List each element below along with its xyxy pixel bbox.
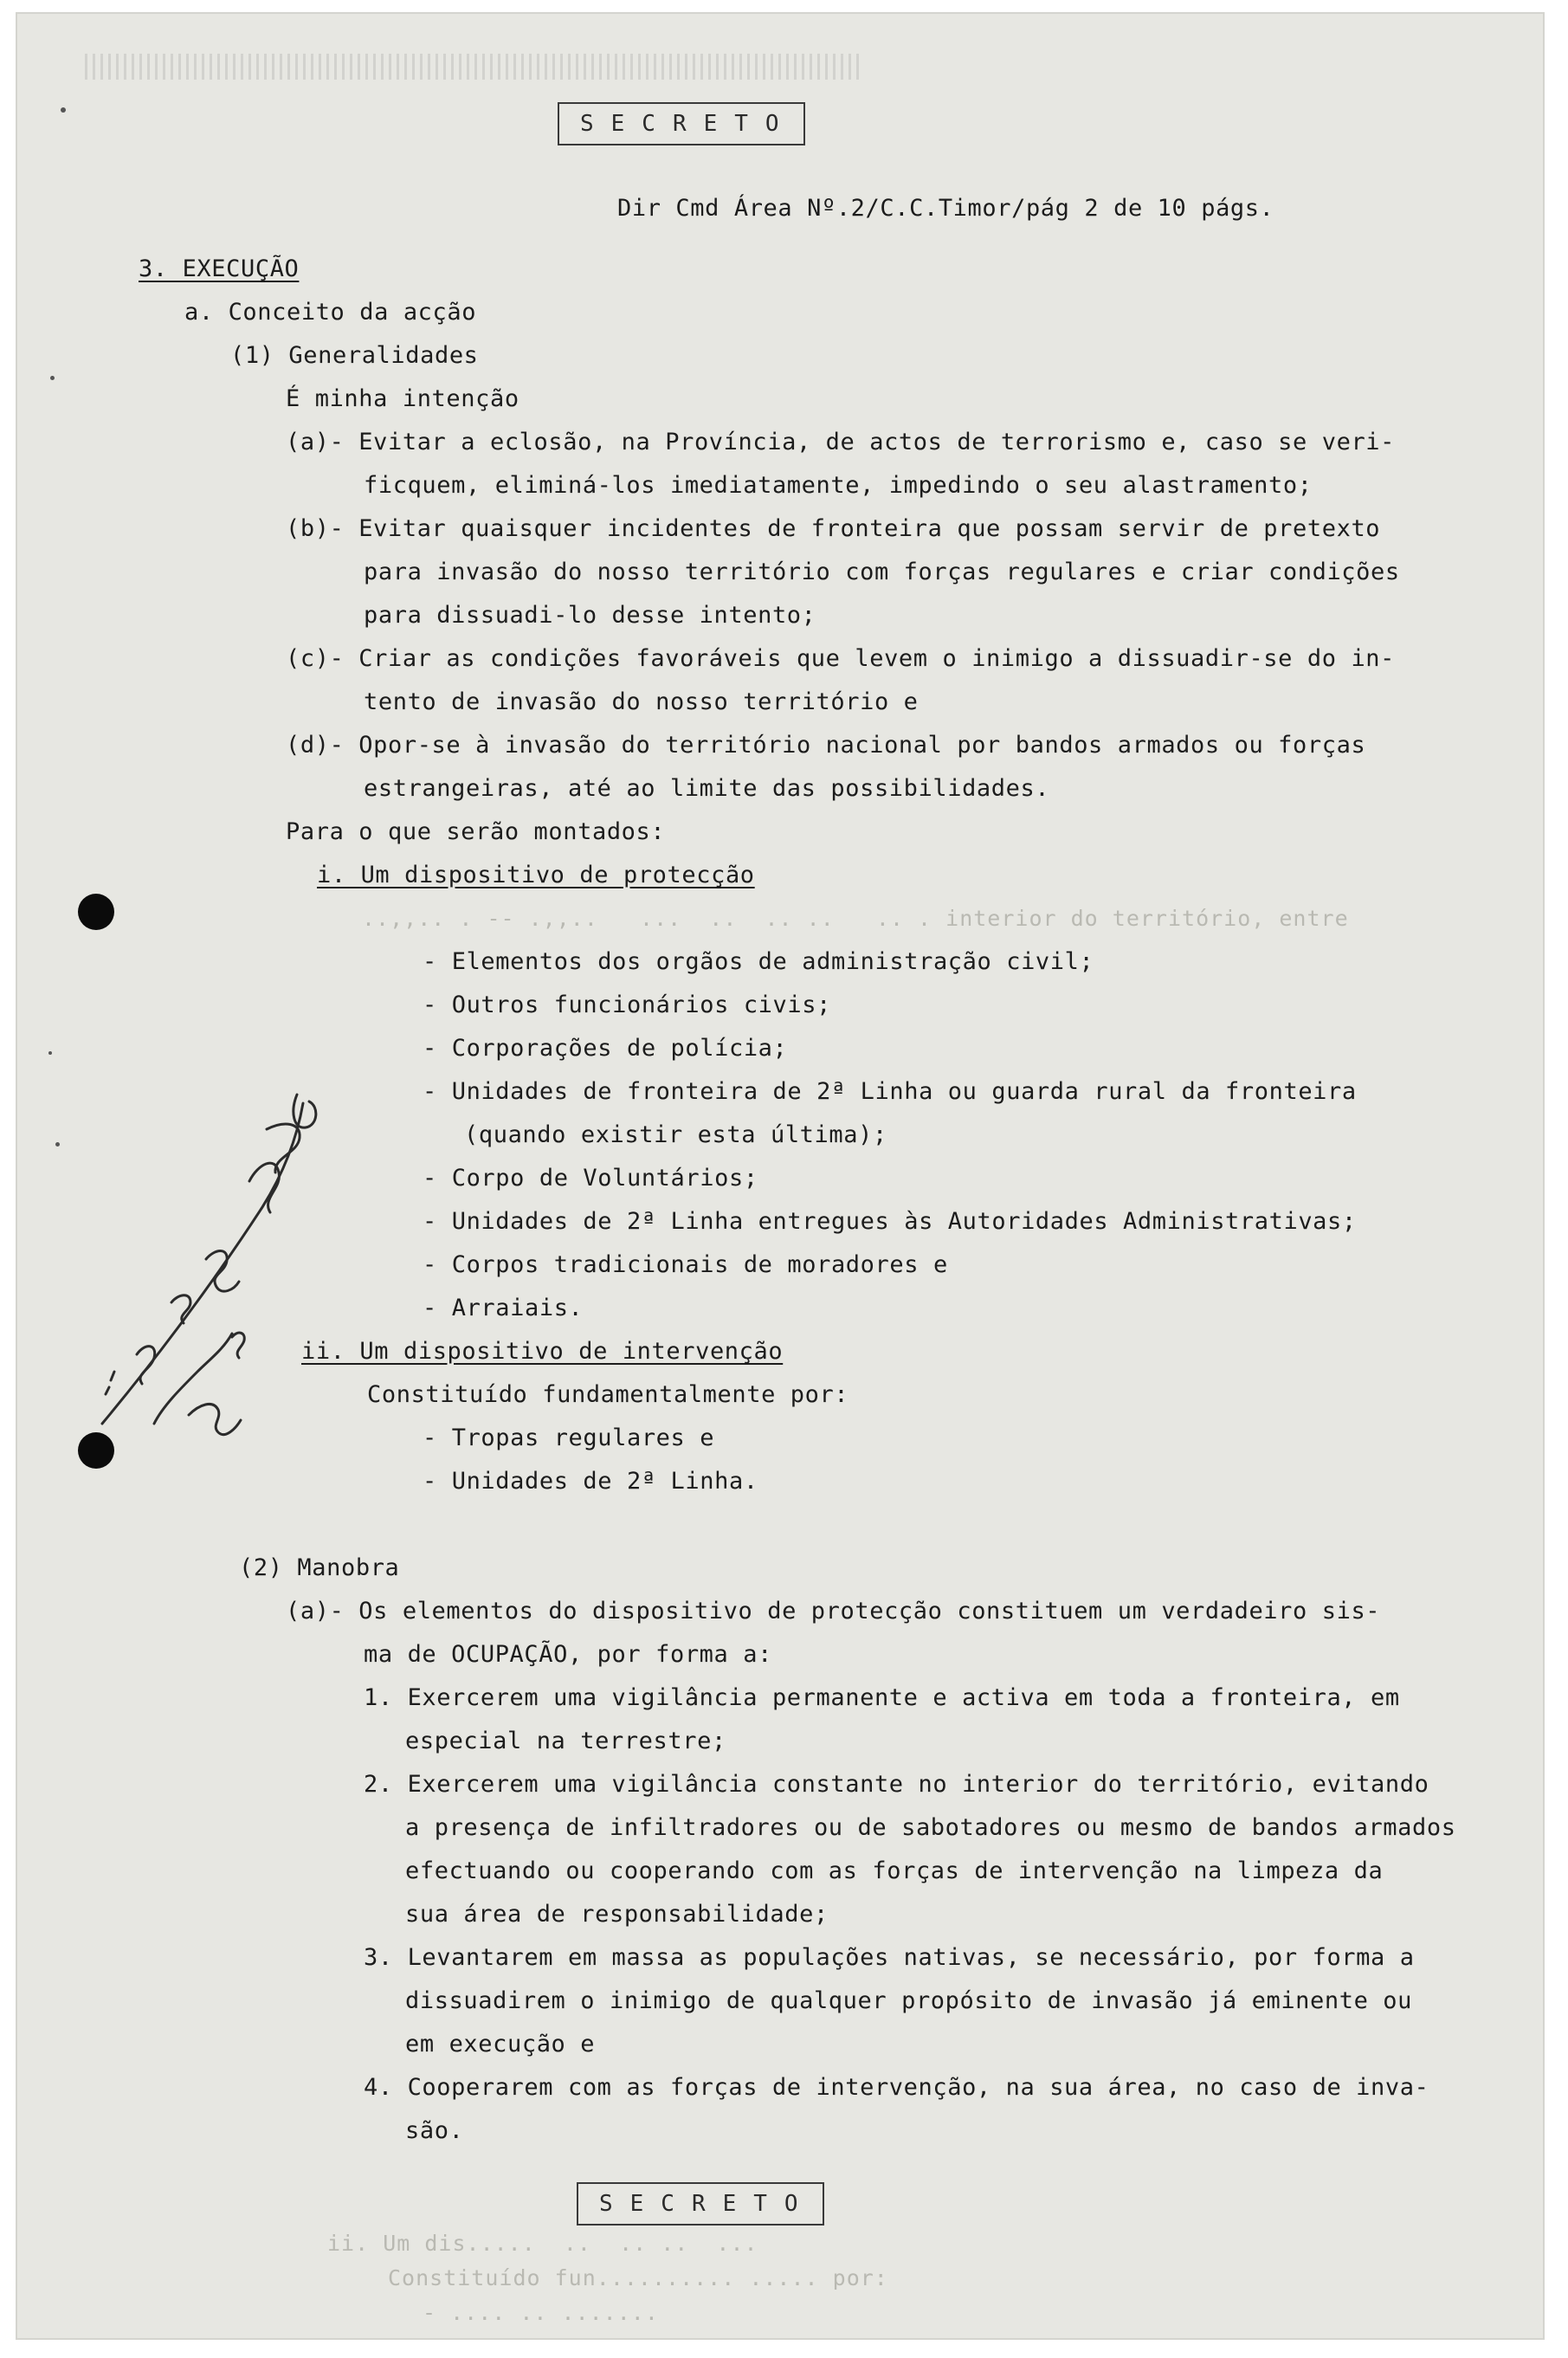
list-item: - Unidades de fronteira de 2ª Linha ou guarda rural da fronteira	[423, 1078, 1357, 1105]
text-line: para invasão do nosso território com forças regulares e criar condições	[364, 559, 1400, 585]
scan-speck	[50, 376, 55, 380]
punch-hole	[78, 894, 114, 930]
text-line: (c)- Criar as condições favoráveis que levem o inimigo a dissuadir-se do in-	[286, 645, 1396, 672]
text-line: em execução e	[405, 2031, 596, 2058]
stamp-text: SECRETO	[580, 111, 797, 137]
list-item: - Unidades de 2ª Linha.	[423, 1468, 758, 1495]
text-line: estrangeiras, até ao limite das possibilidades.	[364, 775, 1050, 802]
list-item: - Corporações de polícia;	[423, 1035, 788, 1062]
text-line: (d)- Opor-se à invasão do território nacional por bandos armados ou forças	[286, 732, 1366, 759]
list-item: - Tropas regulares e	[423, 1424, 715, 1451]
list-heading: i. Um dispositivo de protecção	[317, 862, 755, 888]
scan-noise	[85, 54, 864, 80]
subsection-heading: a. Conceito da acção	[184, 299, 477, 326]
text-line: Para o que serão montados:	[286, 818, 666, 845]
text-line: ficquem, eliminá-los imediatamente, impedindo o seu alastramento;	[364, 472, 1313, 499]
bleed-through-text: ii. Um dis..... .. .. .. ...	[327, 2231, 758, 2256]
list-heading: ii. Um dispositivo de intervenção	[301, 1338, 784, 1365]
classification-stamp-bottom	[577, 2182, 824, 2226]
text-line: 1. Exercerem uma vigilância permanente e activa em toda a fronteira, em	[364, 1684, 1400, 1711]
classification-stamp-top	[558, 102, 805, 145]
text-line: são.	[405, 2117, 464, 2144]
list-item: - Elementos dos orgãos de administração civil;	[423, 948, 1094, 975]
document-reference: Dir Cmd Área Nº.2/C.C.Timor/pág 2 de 10 págs.	[617, 195, 1274, 222]
scan-speck	[48, 1051, 52, 1055]
handwritten-signature	[76, 1077, 353, 1441]
bleed-through-text: ..,,.. . -- .,,.. ... .. .. .. .. . interior do território, entre	[362, 906, 1349, 931]
text-line: 4. Cooperarem com as forças de intervenção, na sua área, no caso de inva-	[364, 2074, 1429, 2101]
text-line: ma de OCUPAÇÃO, por forma a:	[364, 1641, 772, 1668]
scan-speck	[55, 1142, 60, 1147]
document-page	[16, 12, 1545, 2340]
paragraph-heading: (1) Generalidades	[230, 342, 479, 369]
text-line: Constituído fundamentalmente por:	[367, 1381, 849, 1408]
text-line: 2. Exercerem uma vigilância constante no interior do território, evitando	[364, 1771, 1429, 1798]
paragraph-heading: (2) Manobra	[239, 1554, 400, 1581]
stamp-text: SECRETO	[599, 2191, 816, 2217]
list-item: - Corpo de Voluntários;	[423, 1165, 758, 1192]
list-item: - Outros funcionários civis;	[423, 992, 831, 1018]
text-line: É minha intenção	[286, 385, 519, 412]
list-item: - Unidades de 2ª Linha entregues às Autoridades Administrativas;	[423, 1208, 1357, 1235]
text-line: para dissuadi-lo desse intento;	[364, 602, 816, 629]
text-line: (a)- Os elementos do dispositivo de protecção constituem um verdadeiro sis-	[286, 1598, 1381, 1625]
list-item: - Arraiais.	[423, 1295, 584, 1321]
text-line: especial na terrestre;	[405, 1728, 726, 1754]
scan-speck	[61, 107, 66, 113]
section-heading: 3. EXECUÇÃO	[139, 255, 300, 282]
text-line: a presença de infiltradores ou de sabotadores ou mesmo de bandos armados	[405, 1814, 1456, 1841]
text-line: (a)- Evitar a eclosão, na Província, de actos de terrorismo e, caso se veri-	[286, 429, 1396, 455]
text-line: (b)- Evitar quaisquer incidentes de fronteira que possam servir de pretexto	[286, 515, 1381, 542]
list-item: (quando existir esta última);	[464, 1121, 887, 1148]
bleed-through-text: Constituído fun.......... ..... por:	[388, 2265, 888, 2290]
bleed-through-text: - .... .. .......	[423, 2300, 659, 2325]
text-line: efectuando ou cooperando com as forças de intervenção na limpeza da	[405, 1857, 1384, 1884]
text-line: sua área de responsabilidade;	[405, 1901, 829, 1928]
text-line: dissuadirem o inimigo de qualquer propósito de invasão já eminente ou	[405, 1987, 1413, 2014]
text-line: 3. Levantarem em massa as populações nativas, se necessário, por forma a	[364, 1944, 1415, 1971]
list-item: - Corpos tradicionais de moradores e	[423, 1251, 948, 1278]
text-line: tento de invasão do nosso território e	[364, 688, 919, 715]
